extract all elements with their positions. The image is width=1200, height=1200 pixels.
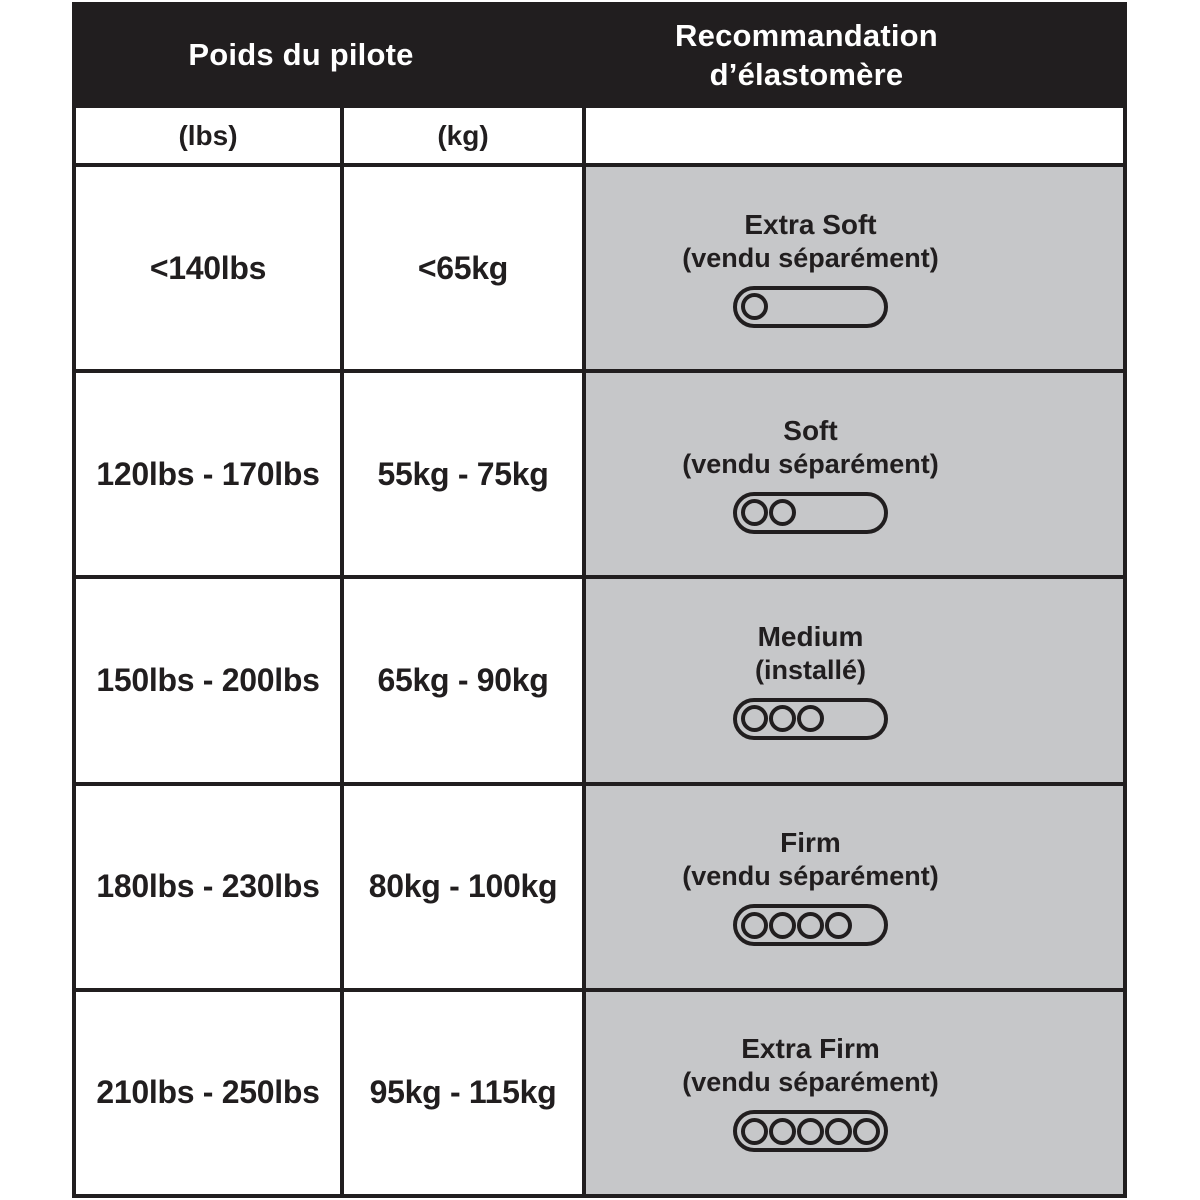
weight-lbs-cell: 180lbs - 230lbs — [76, 786, 340, 988]
elastomer-indicator — [733, 698, 888, 740]
elastomer-dot — [769, 1118, 796, 1145]
elastomer-recommendation-table — [72, 2, 1127, 1198]
elastomer-cell — [586, 167, 1123, 369]
weight-kg-cell: 65kg - 90kg — [344, 579, 582, 781]
elastomer-indicator — [733, 286, 888, 328]
elastomer-name: Soft — [783, 414, 838, 446]
elastomer-dot — [741, 499, 768, 526]
recommendation-title: Recommandation d’élastomère — [675, 17, 938, 92]
elastomer-dot — [825, 1118, 852, 1145]
weight-lbs-cell: 150lbs - 200lbs — [76, 579, 340, 781]
elastomer-dot — [769, 705, 796, 732]
elastomer-note: (vendu séparément) — [682, 448, 939, 479]
weight-title: Poids du pilote — [188, 37, 414, 72]
weight-lbs-cell: 120lbs - 170lbs — [76, 373, 340, 575]
header-recommendation-cell — [586, 6, 1123, 104]
elastomer-dot — [769, 912, 796, 939]
elastomer-dot — [797, 912, 824, 939]
weight-lbs-cell: 210lbs - 250lbs — [76, 992, 340, 1194]
weight-kg-cell: 95kg - 115kg — [344, 992, 582, 1194]
subheader-kg: (kg) — [344, 108, 582, 163]
elastomer-cell — [586, 579, 1123, 781]
elastomer-name: Extra Firm — [741, 1033, 880, 1065]
elastomer-note: (vendu séparément) — [682, 242, 939, 273]
elastomer-dot — [741, 912, 768, 939]
elastomer-dot — [797, 1118, 824, 1145]
header-weight-cell — [76, 6, 582, 104]
elastomer-note: (installé) — [754, 654, 867, 685]
elastomer-indicator — [733, 492, 888, 534]
elastomer-note: (vendu séparément) — [682, 1067, 939, 1098]
elastomer-cell — [586, 786, 1123, 988]
elastomer-dot — [741, 1118, 768, 1145]
elastomer-cell — [586, 373, 1123, 575]
elastomer-dot — [741, 293, 768, 320]
elastomer-dot — [853, 1118, 880, 1145]
elastomer-name: Firm — [780, 827, 841, 859]
elastomer-note: (vendu séparément) — [682, 861, 939, 892]
elastomer-dot — [825, 912, 852, 939]
weight-lbs-cell: <140lbs — [76, 167, 340, 369]
elastomer-name: Extra Soft — [744, 208, 877, 240]
elastomer-indicator — [733, 1110, 888, 1152]
subheader-recommendation-empty — [586, 108, 1123, 163]
subheader-lbs: (lbs) — [76, 108, 340, 163]
weight-kg-cell: 55kg - 75kg — [344, 373, 582, 575]
elastomer-indicator — [733, 904, 888, 946]
elastomer-dot — [797, 705, 824, 732]
elastomer-dot — [769, 499, 796, 526]
weight-kg-cell: 80kg - 100kg — [344, 786, 582, 988]
elastomer-cell — [586, 992, 1123, 1194]
weight-kg-cell: <65kg — [344, 167, 582, 369]
elastomer-dot — [741, 705, 768, 732]
elastomer-name: Medium — [757, 620, 864, 652]
